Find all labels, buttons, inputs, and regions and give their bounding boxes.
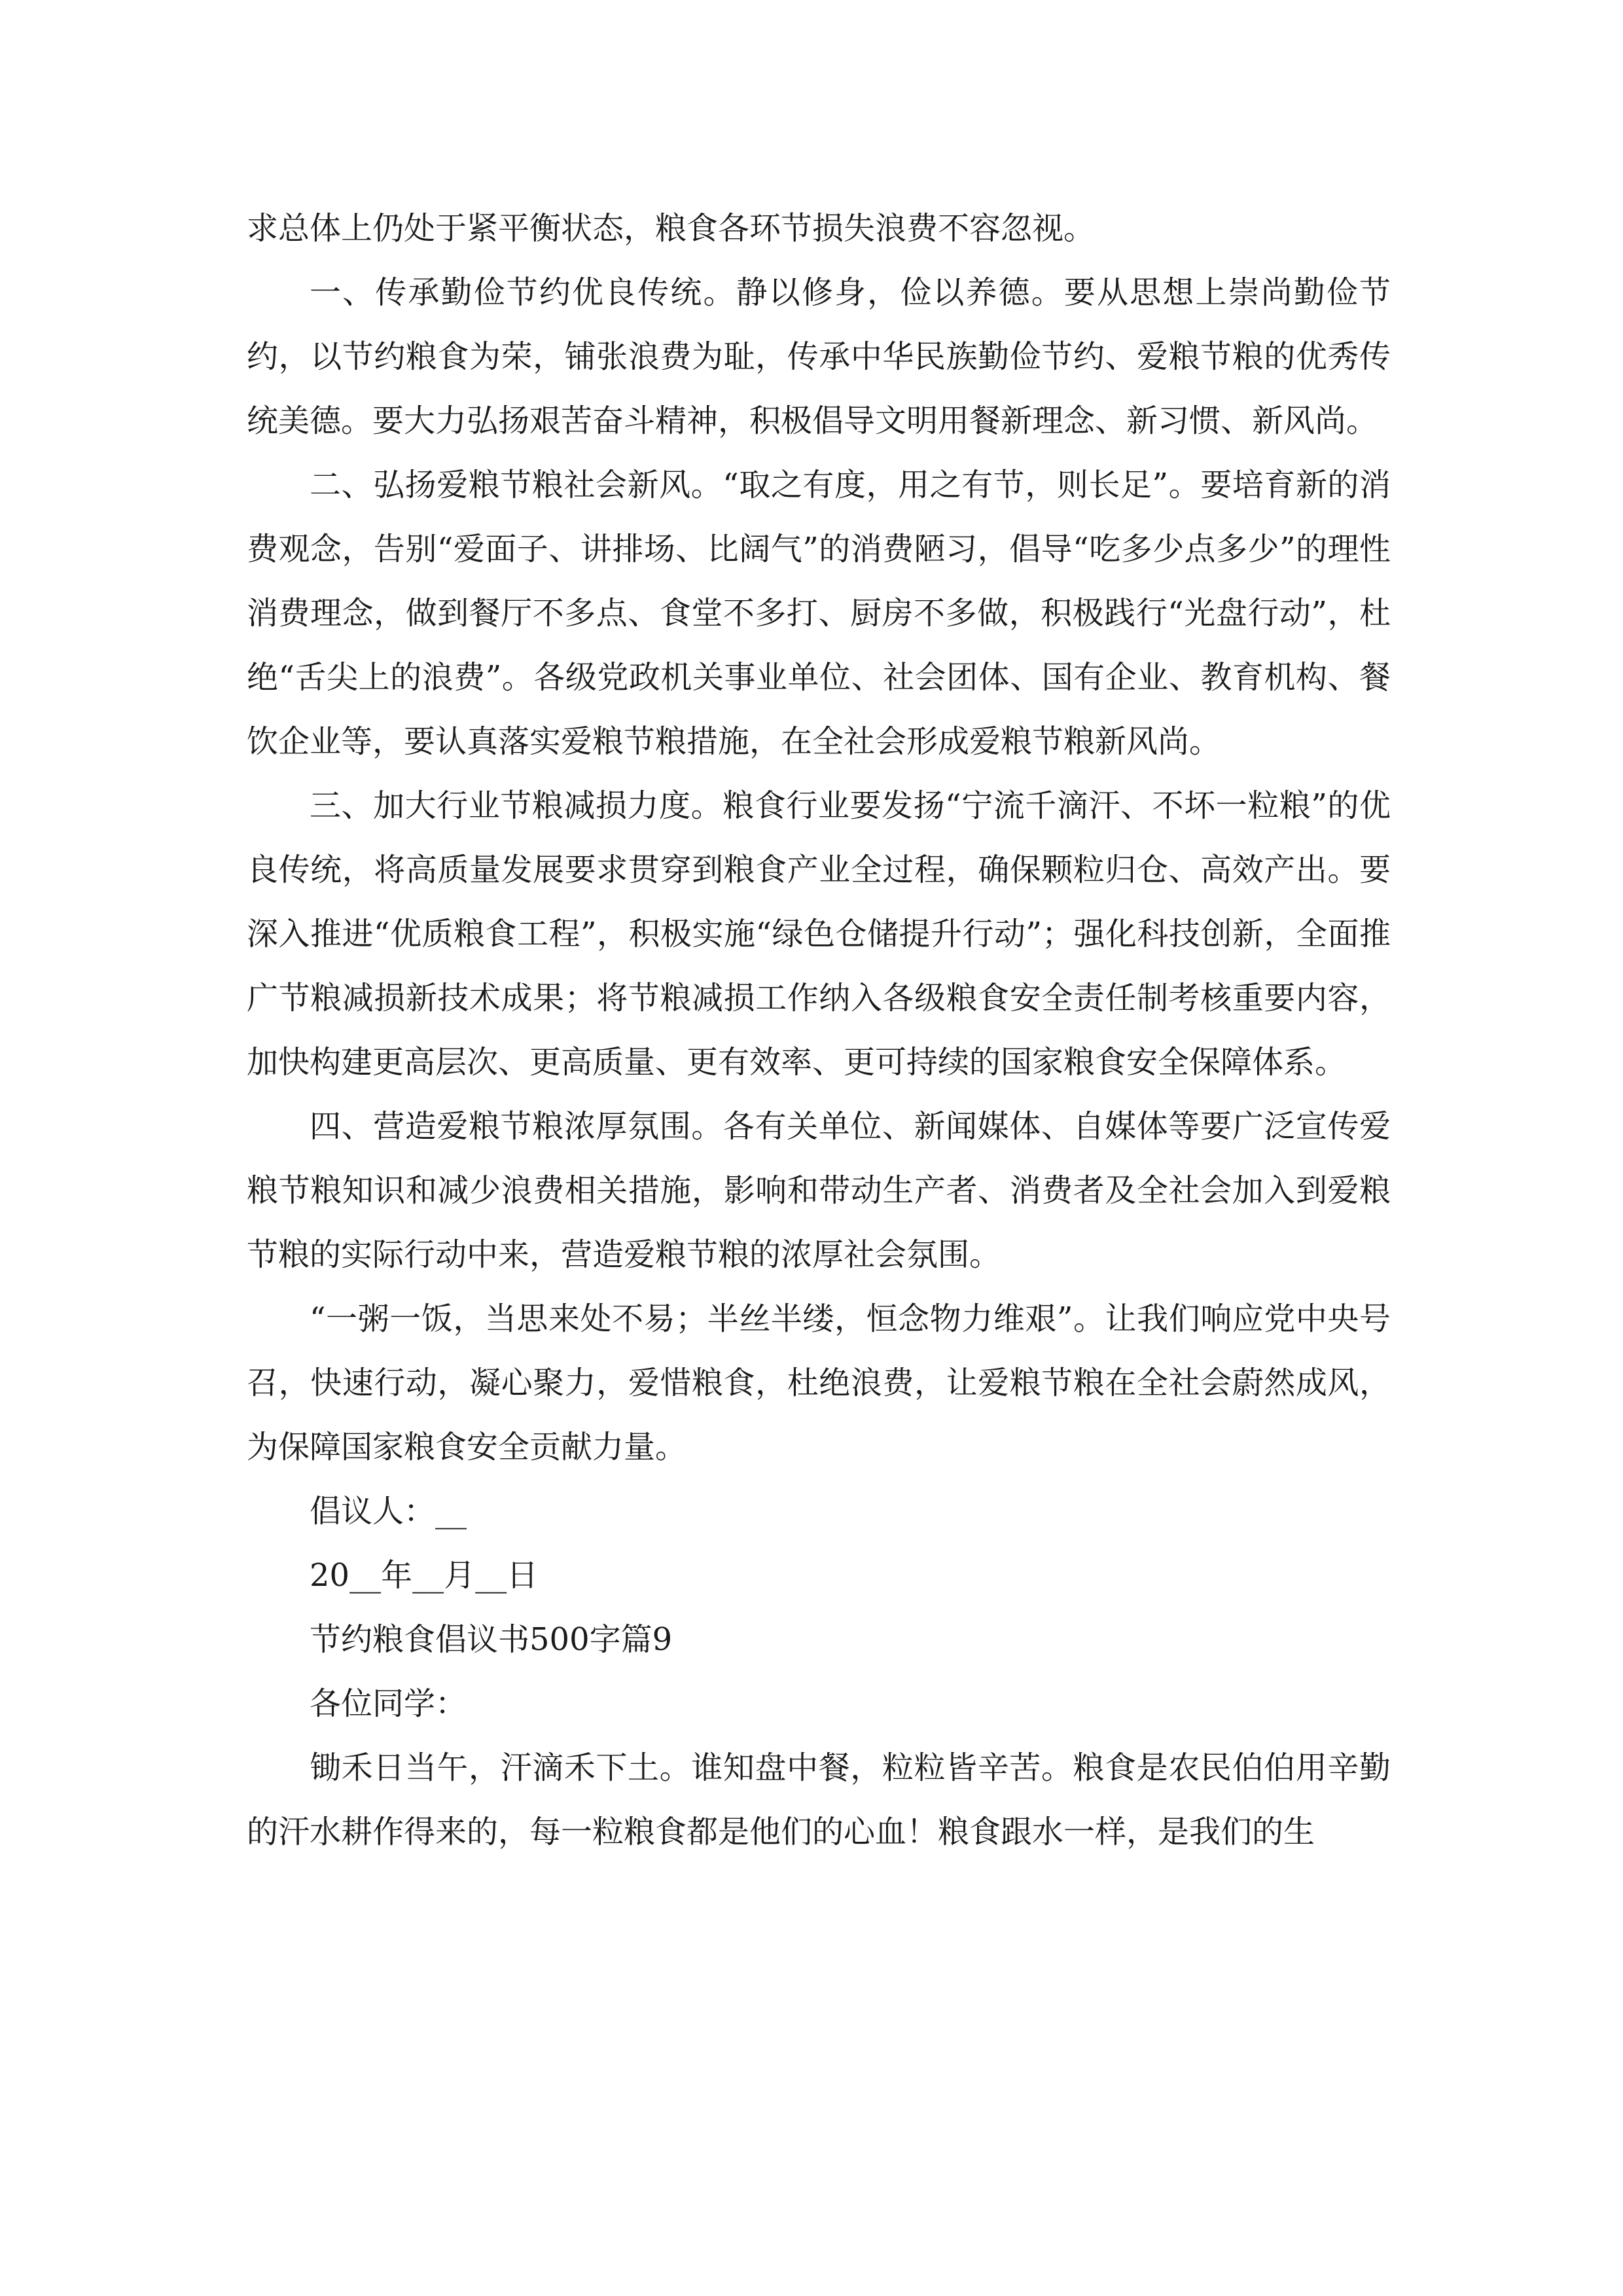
paragraph-poem-intro: 锄禾日当午，汗滴禾下土。谁知盘中餐，粒粒皆辛苦。粮食是农民伯伯用辛勤的汗水耕作得来的，每一粒粮食都是他们的心血！粮食跟水一样，是我们的生 xyxy=(247,1749,1391,1850)
paragraph-continuation: 求总体上仍处于紧平衡状态，粮食各环节损失浪费不容忽视。 xyxy=(247,210,1096,247)
initiator-line: 倡议人：__ xyxy=(310,1493,467,1530)
paragraph-point-one: 一、传承勤俭节约优良传统。静以修身，俭以养德。要从思想上崇尚勤俭节约，以节约粮食为荣，铺张浪费为耻，传承中华民族勤俭节约、爱粮节粮的优秀传统美德。要大力弘扬艰苦奋斗精神，积极倡导文明用餐新理念、新习惯、新风尚。 xyxy=(247,274,1391,439)
paragraph-closing-call: “一粥一饭，当思来处不易；半丝半缕，恒念物力维艰”。让我们响应党中央号召，快速行动，凝心聚力，爱惜粮食，杜绝浪费，让爱粮节粮在全社会蔚然成风，为保障国家粮食安全贡献力量。 xyxy=(247,1300,1391,1465)
date-line: 20__年__月__日 xyxy=(310,1557,539,1594)
paragraph-point-three: 三、加大行业节粮减损力度。粮食行业要发扬“宁流千滴汗、不坏一粒粮”的优良传统，将高质量发展要求贯穿到粮食产业全过程，确保颗粒归仓、高效产出。要深入推进“优质粮食工程”，积极实施“绿色仓储提升行动”；强化科技创新，全面推广节粮减损新技术成果；将节粮减损工作纳入各级粮食安全责任制考核重要内容，加快构建更高层次、更高质量、更有效率、更可持续的国家粮食安全保障体系。 xyxy=(247,787,1391,1081)
paragraph-point-four: 四、营造爱粮节粮浓厚氛围。各有关单位、新闻媒体、自媒体等要广泛宣传爱粮节粮知识和减少浪费相关措施，影响和带动生产者、消费者及全社会加入到爱粮节粮的实际行动中来，营造爱粮节粮的浓厚社会氛围。 xyxy=(247,1108,1391,1273)
paragraph-point-two: 二、弘扬爱粮节粮社会新风。“取之有度，用之有节，则长足”。要培育新的消费观念，告别“爱面子、讲排场、比阔气”的消费陋习，倡导“吃多少点多少”的理性消费理念，做到餐厅不多点、食堂不多打、厨房不多做，积极践行“光盘行动”，杜绝“舌尖上的浪费”。各级党政机关事业单位、社会团体、国有企业、教育机构、餐饮企业等，要认真落实爱粮节粮措施，在全社会形成爱粮节粮新风尚。 xyxy=(247,467,1391,760)
section-heading: 节约粮食倡议书500字篇9 xyxy=(310,1621,673,1658)
document-body xyxy=(247,196,1391,1864)
salutation: 各位同学： xyxy=(310,1685,467,1722)
